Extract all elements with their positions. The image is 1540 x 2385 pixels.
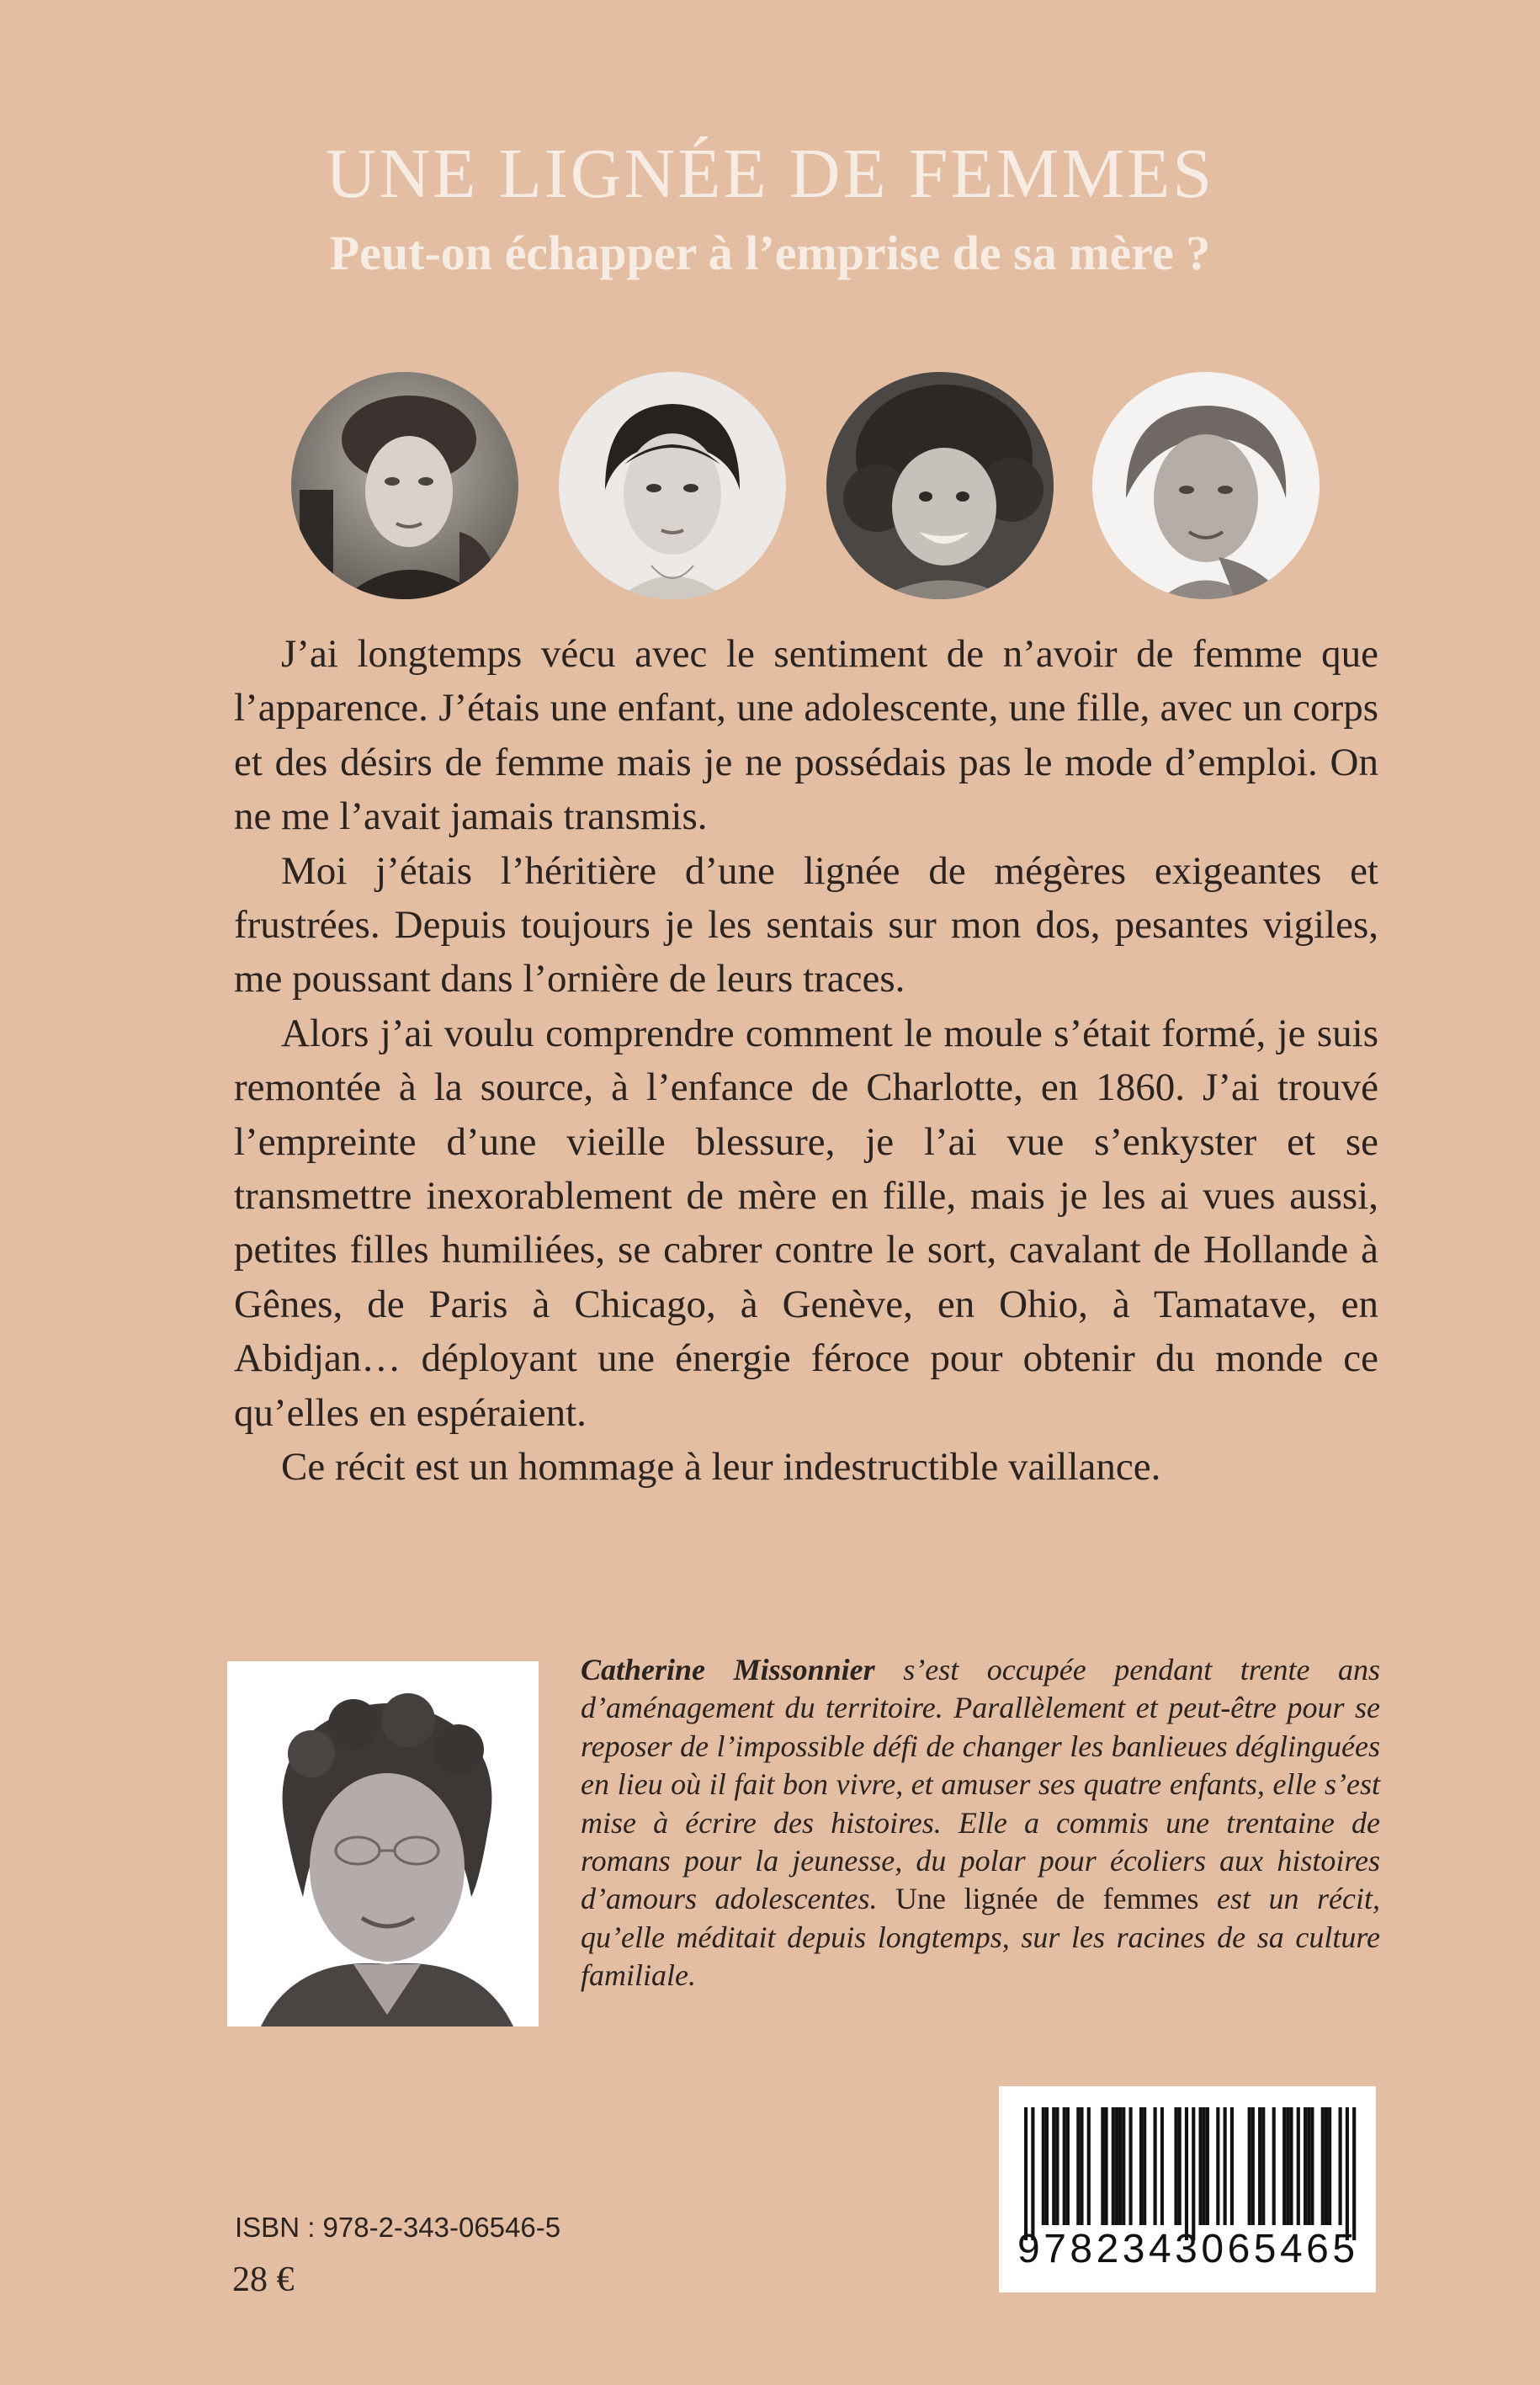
barcode-bar	[1112, 2107, 1115, 2225]
barcode-bar	[1031, 2107, 1034, 2240]
portrait-woman-1	[291, 372, 518, 599]
barcode-bar	[1174, 2107, 1177, 2225]
barcode-bar	[1042, 2107, 1045, 2225]
barcode-bar	[1104, 2107, 1107, 2225]
isbn-label: ISBN : 978-2-343-06546-5	[235, 2212, 561, 2243]
barcode-bar	[1055, 2107, 1059, 2225]
author-photo	[227, 1661, 539, 2026]
barcode-bar	[1307, 2107, 1310, 2225]
author-bio	[581, 1651, 1380, 1995]
barcode-bar	[1289, 2107, 1293, 2225]
portrait-woman-4	[1092, 372, 1320, 599]
barcode-bar	[1143, 2107, 1146, 2225]
barcode-bar	[1178, 2107, 1182, 2225]
barcode-bar	[1122, 2107, 1125, 2225]
barcode-bar	[1346, 2107, 1349, 2240]
portrait-woman-2	[559, 372, 786, 599]
author-bio-part-1: s’est occupée pendant trente ans d’aménagement du territoire. Parallèlement et peut-être pour se reposer de l’impossible défi de changer les banlieues déglinguées en lieu où il fait bon vivre, et amuser ses quatre enfants, elle s’est mise à écrire des histoires. Elle a commis une trentaine de romans pour la jeunesse, du polar pour écoliers aux histoires d’amours adolescentes.	[581, 1653, 1380, 1916]
barcode-bar	[1297, 2107, 1300, 2225]
barcode-bar	[1282, 2107, 1286, 2225]
barcode-bar	[1024, 2107, 1028, 2240]
barcode-bar	[1115, 2107, 1118, 2225]
barcode-digits: 9782343065465	[1017, 2227, 1359, 2271]
author-bio-part-2: est un récit, qu’elle méditait depuis longtemps, sur les racines de sa culture familiale.	[581, 1882, 1380, 1993]
barcode-bar	[1325, 2107, 1328, 2225]
barcode-bar	[1203, 2107, 1206, 2225]
barcode-bar	[1286, 2107, 1289, 2225]
barcode-bar	[1101, 2107, 1104, 2225]
book-title: UNE LIGNÉE DE FEMMES	[325, 135, 1215, 213]
barcode-bar	[1258, 2107, 1261, 2225]
barcode-bar	[1352, 2107, 1356, 2240]
barcode-bar	[1192, 2107, 1195, 2240]
barcode-bar	[1160, 2107, 1164, 2225]
barcode-bar	[1261, 2107, 1265, 2225]
barcode-bar	[1199, 2107, 1203, 2225]
barcode-bar	[1087, 2107, 1091, 2225]
barcode-bar	[1052, 2107, 1055, 2225]
barcode-bar	[1154, 2107, 1157, 2225]
blurb-paragraph-4: Ce récit est un hommage à leur indestructible vaillance.	[281, 1445, 1161, 1490]
bio-book-title: Une lignée de femmes	[895, 1882, 1199, 1916]
barcode-bar	[1304, 2107, 1307, 2225]
barcode-bar	[1118, 2107, 1122, 2225]
barcode-bar	[1080, 2107, 1083, 2225]
barcode-bar	[1224, 2107, 1227, 2225]
barcode-bar	[1076, 2107, 1080, 2225]
back-cover-blurb	[234, 627, 1378, 1495]
barcode-bar	[1248, 2107, 1251, 2225]
book-subtitle: Peut-on échapper à l’emprise de sa mère ?	[329, 226, 1211, 280]
blurb-paragraph-2: Moi j’étais l’héritière d’une lignée de mégères exigeantes et frustrées. Depuis toujours je les sentais sur mon dos, pesantes vigiles, me poussant dans l’ornière de leurs traces.	[234, 848, 1378, 1001]
portrait-girl-3	[826, 372, 1054, 599]
barcode-bar	[1310, 2107, 1314, 2225]
barcode-bar	[1139, 2107, 1143, 2225]
barcode	[999, 2086, 1376, 2292]
barcode-bar	[1216, 2107, 1219, 2225]
barcode-bar	[1321, 2107, 1325, 2225]
barcode-bar	[1185, 2107, 1188, 2240]
barcode-bar	[1206, 2107, 1209, 2225]
blurb-paragraph-1: J’ai longtemps vécu avec le sentiment de n’avoir de femme que l’apparence. J’étais une enfant, une adolescente, une fille, avec un corps et des désirs de femme mais je ne possédais pas le mode d’emploi. On ne me l’avait jamais transmis.	[234, 632, 1378, 839]
price-label: 28 €	[232, 2260, 295, 2299]
barcode-bar	[1328, 2107, 1331, 2225]
barcode-bar	[1230, 2107, 1234, 2225]
blurb-paragraph-3: Alors j’ai voulu comprendre comment le moule s’était formé, je suis remontée à la source, à l’enfance de Charlotte, en 1860. J’ai trouvé l’empreinte d’une vieille blessure, je l’ai vue s’enkyster et se transmettre inexorablement de mère en fille, mais je les ai vues aussi, petites filles humiliées, se cabrer contre le sort, cavalant de Hollande à Gênes, de Paris à Chicago, à Genève, en Ohio, à Tamatave, en Abidjan… déployant une énergie féroce pour obtenir du monde ce qu’elles en espéraient.	[234, 1011, 1378, 1435]
barcode-bar	[1045, 2107, 1049, 2225]
barcode-bar	[1063, 2107, 1066, 2225]
barcode-bar	[1129, 2107, 1133, 2225]
barcode-bar	[1251, 2107, 1255, 2225]
barcode-bar	[1066, 2107, 1070, 2225]
portrait-row	[291, 372, 1320, 599]
barcode-bar	[1339, 2107, 1342, 2225]
author-name: Catherine Missonnier	[581, 1653, 875, 1686]
barcode-bar	[1272, 2107, 1276, 2225]
